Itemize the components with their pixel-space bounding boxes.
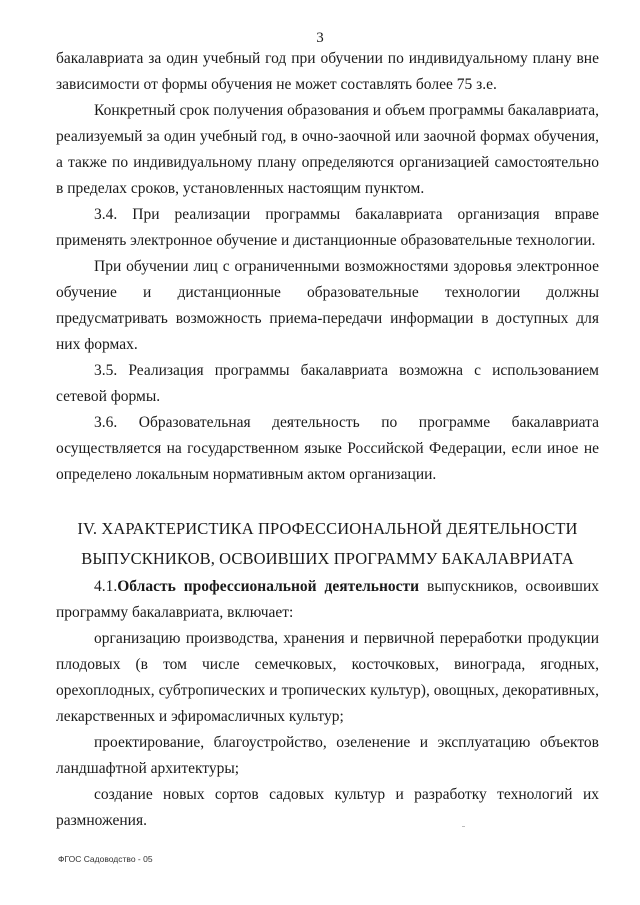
bold-term: Область профессиональной деятельности — [117, 578, 420, 595]
paragraph-3-4-cont: При обучении лиц с ограниченными возможностями здоровья электронное обучение и дистанционные образовательные технологии должны предусматривать возможность приема-передачи информации в доступных для них формах. — [56, 258, 599, 353]
section-heading-line1: IV. ХАРАКТЕРИСТИКА ПРОФЕССИОНАЛЬНОЙ ДЕЯТЕЛЬНОСТИ — [77, 519, 578, 538]
list-item: создание новых сортов садовых культур и разработку технологий их размножения. — [56, 786, 599, 829]
scan-artifact — [462, 826, 465, 827]
document-body — [56, 46, 599, 834]
paragraph-3-5: 3.5. Реализация программы бакалавриата возможна с использованием сетевой формы. — [56, 362, 599, 405]
paragraph-4-1 — [56, 574, 599, 626]
paragraph-3-6: 3.6. Образовательная деятельность по программе бакалавриата осуществляется на государственном языке Российской Федерации, если иное не определено локальным нормативным актом организации. — [56, 414, 599, 483]
section-heading-line2: ВЫПУСКНИКОВ, ОСВОИВШИХ ПРОГРАММУ БАКАЛАВРИАТА — [81, 549, 574, 568]
section-heading — [56, 514, 599, 574]
paragraph-3-4: 3.4. При реализации программы бакалавриата организация вправе применять электронное обучение и дистанционные образовательные технологии. — [56, 206, 599, 249]
list-item: организацию производства, хранения и первичной переработки продукции плодовых (в том числе семечковых, косточковых, винограда, ягодных, орехоплодных, субтропических и тропических культур), овощных, декоративных, лекарственных и эфиромасличных культур; — [56, 630, 599, 725]
clause-rest: выпускников, освоивших программу бакалавриата, включает: — [56, 578, 599, 621]
paragraph-0: бакалавриата за один учебный год при обучении по индивидуальному плану вне зависимости от формы обучения не может составлять более 75 з.е. — [56, 50, 599, 93]
list-item: проектирование, благоустройство, озеленение и эксплуатацию объектов ландшафтной архитектуры; — [56, 734, 599, 777]
clause-number: 4.1. — [94, 578, 118, 595]
footer-label: ФГОС Садоводство - 05 — [58, 854, 153, 864]
paragraph-1: Конкретный срок получения образования и объем программы бакалавриата, реализуемый за один учебный год, в очно-заочной или заочной формах обучения, а также по индивидуальному плану определяются организацией самостоятельно в пределах сроков, установленных настоящим пунктом. — [56, 102, 599, 197]
page-number: 3 — [316, 30, 324, 46]
